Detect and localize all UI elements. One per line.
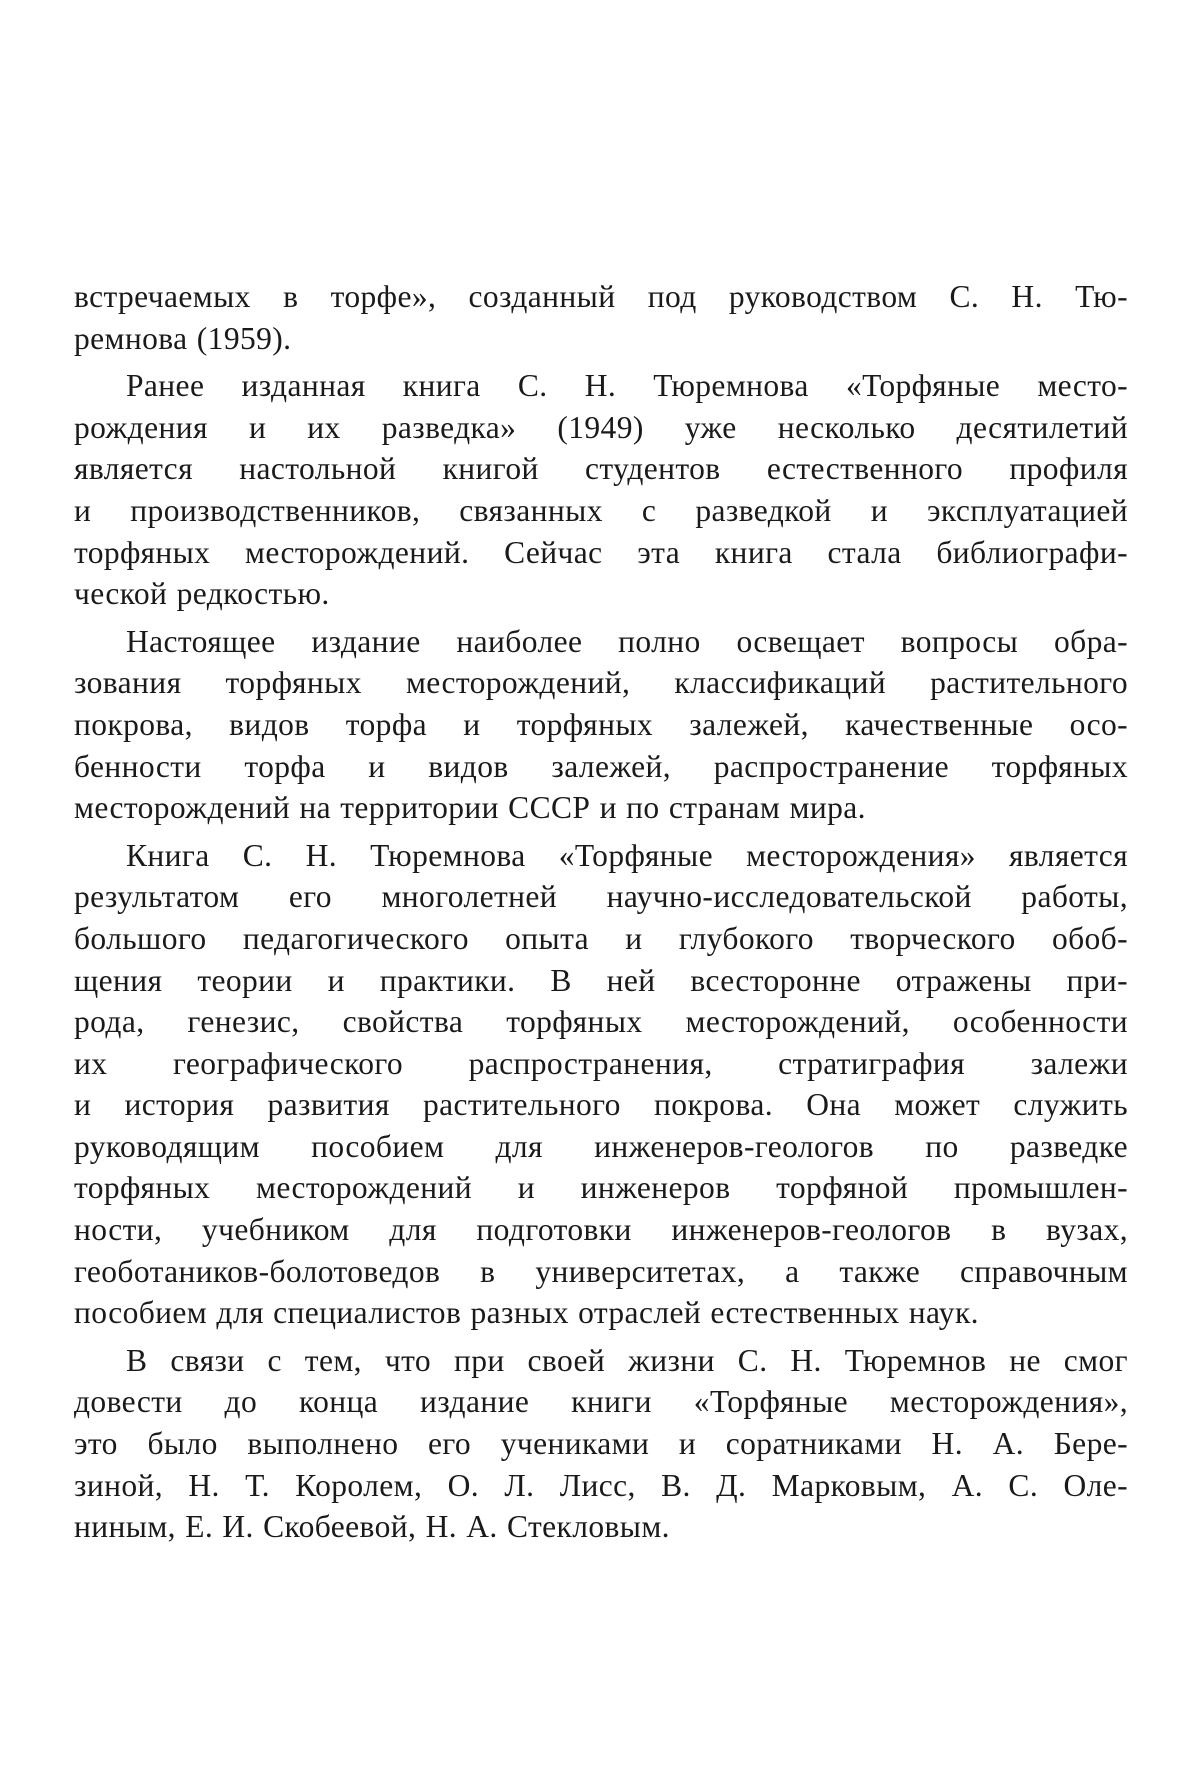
text-line: месторождений на территории СССР и по странам мира. — [74, 790, 866, 826]
text-line: Настоящее издание наиболее полно освещает вопросы обра- — [126, 623, 1128, 659]
text-line: и производственников, связанных с разведкой и эксплуатацией — [74, 492, 1128, 528]
text-line: большого педагогического опыта и глубокого творческого обоб- — [74, 920, 1128, 956]
text-line: Ранее изданная книга С. Н. Тюремнова «Торфяные место- — [126, 368, 1128, 404]
text-line: торфяных месторождений. Сейчас эта книга стала библиографи- — [74, 534, 1128, 570]
paragraph-2 — [74, 365, 1128, 615]
body-text — [74, 276, 1128, 1548]
text-line: рода, генезис, свойства торфяных месторождений, особенности — [74, 1004, 1128, 1040]
text-line: рождения и их разведка» (1949) уже несколько десятилетий — [74, 409, 1128, 445]
text-line: ремнова (1959). — [74, 320, 292, 356]
text-line: является настольной книгой студентов естественного профиля — [74, 451, 1128, 487]
text-line: довести до конца издание книги «Торфяные месторождения», — [74, 1384, 1128, 1420]
text-line: и история развития растительного покрова. Она может служить — [74, 1087, 1128, 1123]
text-line: ниным, Е. И. Скобеевой, Н. А. Стекловым. — [74, 1509, 670, 1545]
text-line: ности, учебником для подготовки инженеров-геологов в вузах, — [74, 1212, 1128, 1248]
text-line: геоботаников-болотоведов в университетах, а также справочным — [74, 1253, 1128, 1289]
text-line: покрова, видов торфа и торфяных залежей, качественные осо- — [74, 706, 1128, 742]
text-line: зования торфяных месторождений, классификаций растительного — [74, 665, 1128, 701]
text-line: встречаемых в торфе», созданный под руководством С. Н. Тю- — [74, 279, 1128, 314]
text-line: бенности торфа и видов залежей, распространение торфяных — [74, 748, 1128, 784]
text-line: результатом его многолетней научно-исследовательской работы, — [74, 879, 1128, 915]
text-line: руководящим пособием для инженеров-геологов по разведке — [74, 1128, 1128, 1164]
text-line: щения теории и практики. В ней всесторонне отражены при- — [74, 962, 1128, 998]
text-line: их географического распространения, стратиграфия залежи — [74, 1045, 1128, 1081]
text-line: это было выполнено его учениками и соратниками Н. А. Бере- — [74, 1426, 1128, 1462]
paragraph-5 — [74, 1340, 1128, 1548]
paragraph-3 — [74, 621, 1128, 829]
text-line: В связи с тем, что при своей жизни С. Н. Тюремнов не смог — [126, 1342, 1128, 1378]
text-line: пособием для специалистов разных отраслей естественных наук. — [74, 1295, 979, 1331]
paragraph-4 — [74, 835, 1128, 1334]
text-line: зиной, Н. Т. Королем, О. Л. Лисс, В. Д. Марковым, А. С. Оле- — [74, 1467, 1128, 1503]
text-line: ческой редкостью. — [74, 576, 330, 612]
text-line: торфяных месторождений и инженеров торфяной промышлен- — [74, 1170, 1128, 1206]
paragraph-1 — [74, 276, 1128, 359]
text-line: Книга С. Н. Тюремнова «Торфяные месторождения» является — [126, 837, 1128, 873]
